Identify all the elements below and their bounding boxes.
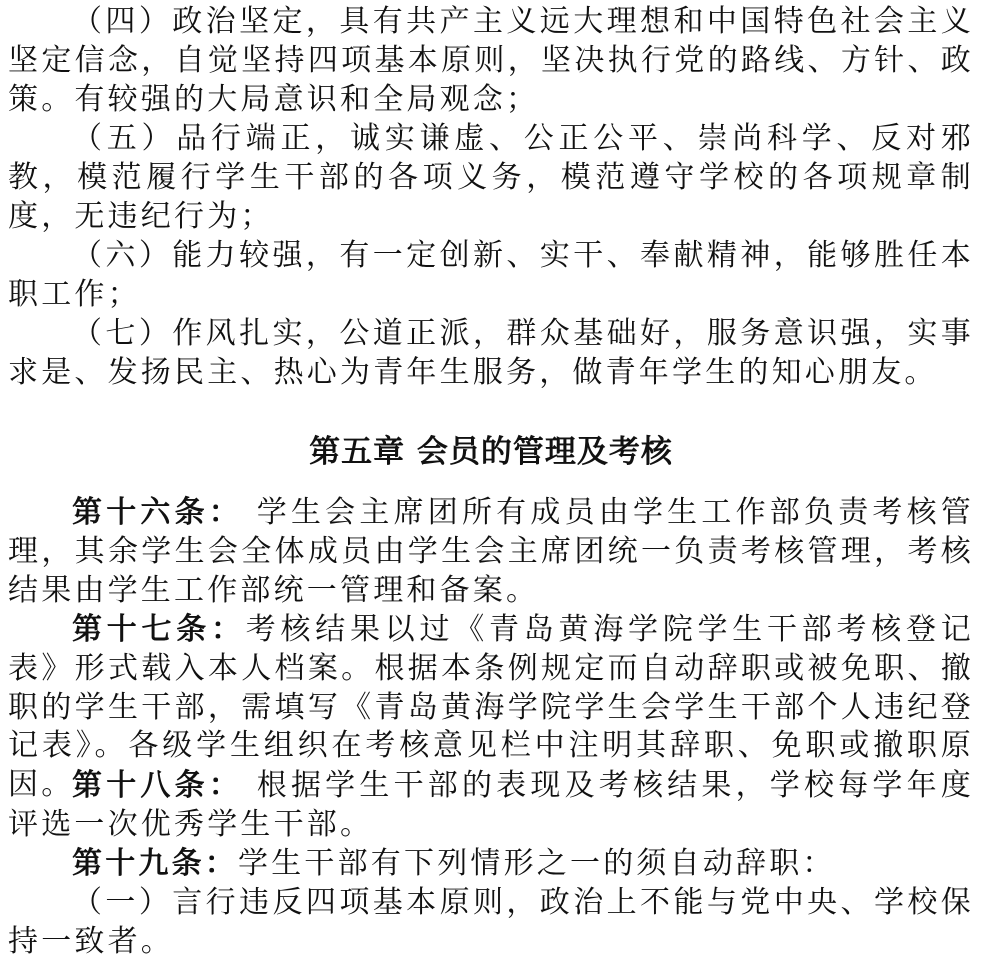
item-marker: （四） (72, 4, 173, 39)
article-eighteen (8, 767, 974, 845)
article-nineteen (8, 845, 974, 884)
item-four (8, 3, 974, 119)
item-marker: （五） (72, 121, 177, 156)
item-marker: （六） (72, 238, 173, 273)
item-text: 言行违反四项基本原则，政治上不能与党中央、学校保持一致者。 (8, 885, 974, 959)
article-sixteen (8, 494, 974, 610)
item-text: 能力较强，有一定创新、实干、奉献精神，能够胜任本职工作； (8, 238, 974, 312)
article-label: 第十七条： (72, 612, 246, 647)
article-text: 学生会主席团所有成员由学生工作部负责考核管理，其余学生会全体成员由学生会主席团统一负责考核管理，考核结果由学生工作部统一管理和备案。 (8, 495, 975, 608)
item-text: 品行端正，诚实谦虚、公正公平、崇尚科学、反对邪教，模范履行学生干部的各项义务，模范遵守学校的各项规章制度，无违纪行为； (8, 121, 974, 234)
article-text: 学生干部有下列情形之一的须自动辞职： (238, 846, 836, 881)
item-text: 政治坚定，具有共产主义远大理想和中国特色社会主义坚定信念，自觉坚持四项基本原则，坚决执行党的路线、方针、政策。有较强的大局意识和全局观念； (8, 4, 974, 117)
article-label: 第十八条： (72, 768, 244, 803)
item-one (8, 884, 974, 962)
item-marker: （七） (72, 316, 173, 351)
article-label: 第十六条： (72, 495, 244, 530)
article-text: 根据学生干部的表现及考核结果，学校每学年度评选一次优秀学生干部。 (8, 768, 975, 842)
chapter-title: 第五章 会员的管理及考核 (309, 434, 673, 470)
article-label: 第十九条： (72, 846, 238, 881)
item-five (8, 120, 974, 236)
item-marker: （一） (72, 885, 173, 920)
article-text: 考核结果以过《青岛黄海学院学生干部考核登记表》形式载入本人档案。根据本条例规定而自动辞职或被免职、撤职的学生干部，需填写《青岛黄海学院学生会学生干部个人违纪登记表》。各级学生组织在考核意见栏中注明其辞职、免职或撤职原因。 (8, 612, 975, 803)
item-six (8, 237, 974, 315)
item-text: 作风扎实，公道正派，群众基础好，服务意识强，实事求是、发扬民主、热心为青年生服务，做青年学生的知心朋友。 (8, 316, 974, 390)
item-seven (8, 315, 974, 393)
